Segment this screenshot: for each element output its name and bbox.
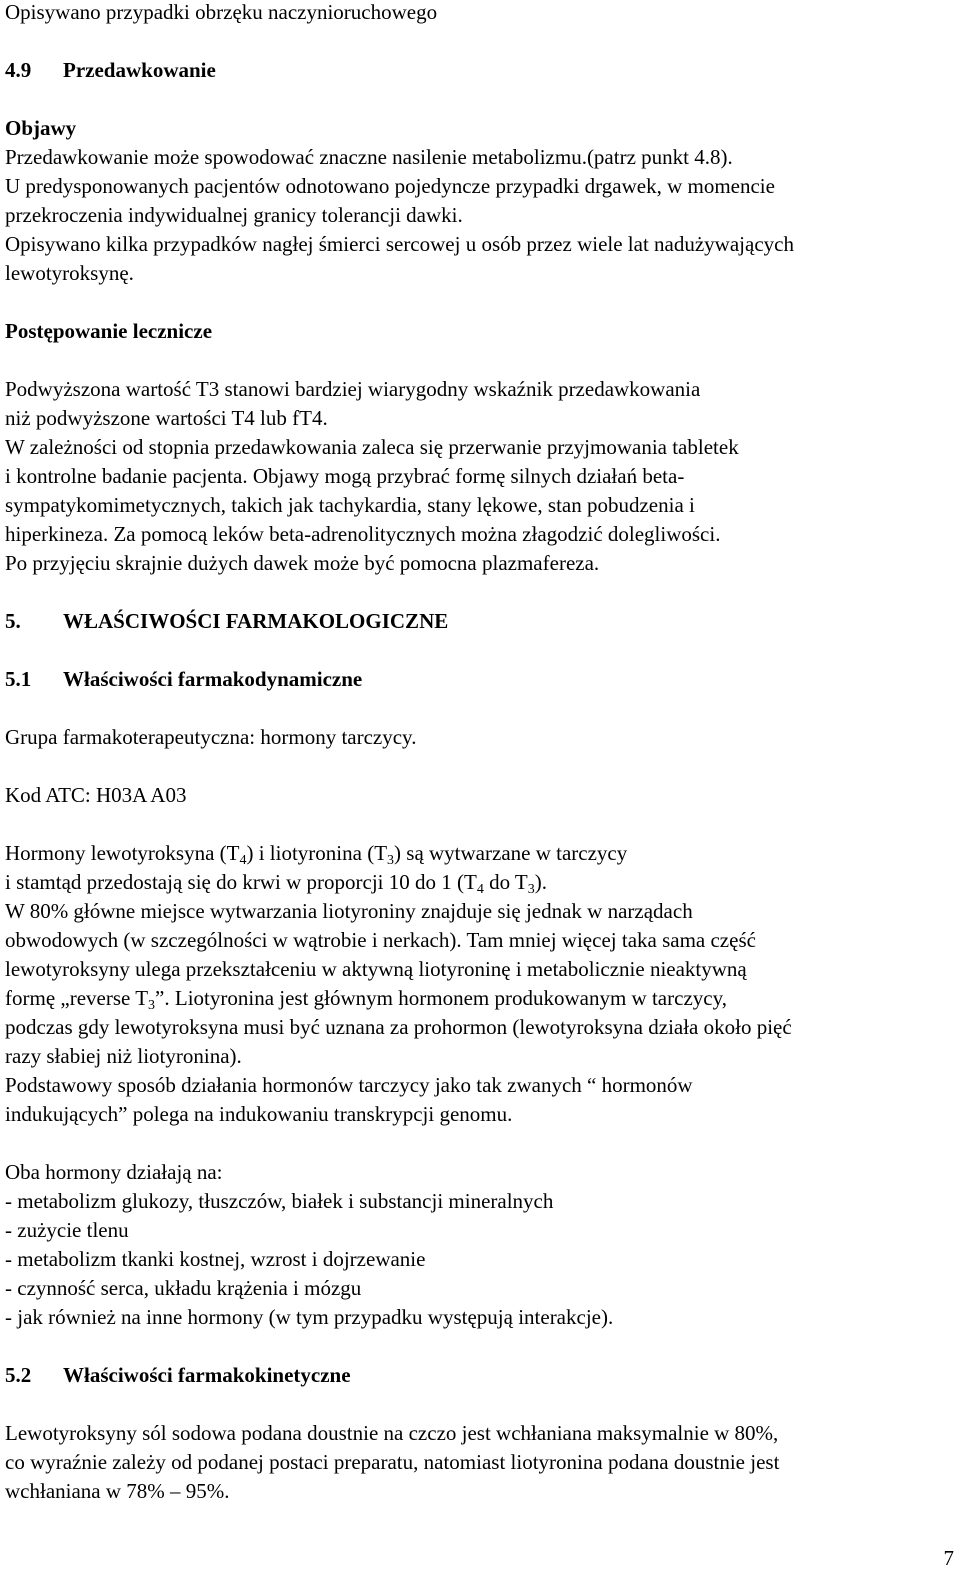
section-heading-5	[5, 609, 448, 633]
text-line: U predysponowanych pacjentów odnotowano pojedyncze przypadki drgawek, w momencie	[5, 174, 775, 198]
text-line: Oba hormony działają na:	[5, 1160, 223, 1184]
text-line: Podwyższona wartość T3 stanowi bardziej wiarygodny wskaźnik przedawkowania	[5, 377, 701, 401]
text-line: co wyraźnie zależy od podanej postaci preparatu, natomiast liotyronina podana doustnie jest	[5, 1450, 780, 1474]
section-heading-5-2	[5, 1363, 351, 1387]
list-item: - jak również na inne hormony (w tym przypadku występują interakcje).	[5, 1305, 614, 1329]
text-line: wchłaniana w 78% – 95%.	[5, 1479, 230, 1503]
section-number: 5.1	[5, 667, 32, 691]
page-number: 7	[943, 1546, 954, 1570]
text-line: razy słabiej niż liotyronina).	[5, 1044, 242, 1068]
text-line	[5, 986, 727, 1013]
text-line	[5, 841, 628, 868]
text-line: podczas gdy lewotyroksyna musi być uznana za prohormon (lewotyroksyna działa około pięć	[5, 1015, 792, 1039]
text-line: Kod ATC: H03A A03	[5, 783, 187, 807]
section-number: 5.2	[5, 1363, 32, 1387]
text-line: obwodowych (w szczególności w wątrobie i nerkach). Tam mniej więcej taka sama część	[5, 928, 756, 952]
list-item: - zużycie tlenu	[5, 1218, 129, 1242]
section-heading-4-9	[5, 58, 216, 82]
list-item: - metabolizm glukozy, tłuszczów, białek i substancji mineralnych	[5, 1189, 554, 1213]
text-fragment: i stamtąd przedostają się do krwi w proporcji 10 do 1 (T	[5, 870, 477, 894]
section-number: 4.9	[5, 58, 32, 82]
text-line: indukujących” polega na indukowaniu transkrypcji genomu.	[5, 1102, 513, 1126]
text-line: Opisywano przypadki obrzęku naczynioruchowego	[5, 0, 438, 24]
text-fragment: formę „reverse T	[5, 986, 149, 1010]
list-item: - metabolizm tkanki kostnej, wzrost i dojrzewanie	[5, 1247, 426, 1271]
section-number: 5.	[5, 609, 21, 633]
text-line: Grupa farmakoterapeutyczna: hormony tarczycy.	[5, 725, 417, 749]
subscript: 3	[527, 882, 535, 897]
text-line: niż podwyższone wartości T4 lub fT4.	[5, 406, 328, 430]
subscript: 3	[148, 998, 156, 1013]
text-line: sympatykomimetycznych, takich jak tachykardia, stany lękowe, stan pobudzenia i	[5, 493, 695, 517]
text-fragment: do T	[483, 870, 528, 894]
subscript: 3	[387, 853, 395, 868]
subscript: 4	[476, 882, 484, 897]
text-line: lewotyroksyny ulega przekształceniu w aktywną liotyroninę i metabolicznie nieaktywną	[5, 957, 747, 981]
text-fragment: ).	[534, 870, 548, 894]
text-line: hiperkineza. Za pomocą leków beta-adrenolitycznych można złagodzić dolegliwości.	[5, 522, 721, 546]
subheading-postepowanie: Postępowanie lecznicze	[5, 319, 213, 343]
list-item: - czynność serca, układu krążenia i mózgu	[5, 1276, 362, 1300]
text-line: Opisywano kilka przypadków nagłej śmierci sercowej u osób przez wiele lat nadużywających	[5, 232, 794, 256]
text-line: Po przyjęciu skrajnie dużych dawek może być pomocna plazmafereza.	[5, 551, 600, 575]
text-line: przekroczenia indywidualnej granicy tolerancji dawki.	[5, 203, 463, 227]
text-fragment: ) są wytwarzane w tarczycy	[394, 841, 628, 865]
section-title: WŁAŚCIWOŚCI FARMAKOLOGICZNE	[63, 609, 449, 633]
text-line: Lewotyroksyny sól sodowa podana doustnie na czczo jest wchłaniana maksymalnie w 80%,	[5, 1421, 779, 1445]
section-title: Właściwości farmakodynamiczne	[63, 667, 363, 691]
section-title: Przedawkowanie	[63, 58, 216, 82]
text-line: W 80% główne miejsce wytwarzania liotyroniny znajduje się jednak w narządach	[5, 899, 693, 923]
section-title: Właściwości farmakokinetyczne	[63, 1363, 351, 1387]
text-fragment: ) i liotyronina (T	[246, 841, 388, 865]
section-heading-5-1	[5, 667, 362, 691]
text-line: W zależności od stopnia przedawkowania zaleca się przerwanie przyjmowania tabletek	[5, 435, 739, 459]
subscript: 4	[239, 853, 247, 868]
text-line: Podstawowy sposób działania hormonów tarczycy jako tak zwanych “ hormonów	[5, 1073, 693, 1097]
text-line: Przedawkowanie może spowodować znaczne nasilenie metabolizmu.(patrz punkt 4.8).	[5, 145, 733, 169]
text-fragment: Hormony lewotyroksyna (T	[5, 841, 240, 865]
text-fragment: ”. Liotyronina jest głównym hormonem produkowanym w tarczycy,	[155, 986, 727, 1010]
text-line: i kontrolne badanie pacjenta. Objawy mogą przybrać formę silnych działań beta-	[5, 464, 685, 488]
text-line: lewotyroksynę.	[5, 261, 134, 285]
text-line	[5, 870, 548, 897]
subheading-objawy: Objawy	[5, 116, 77, 140]
